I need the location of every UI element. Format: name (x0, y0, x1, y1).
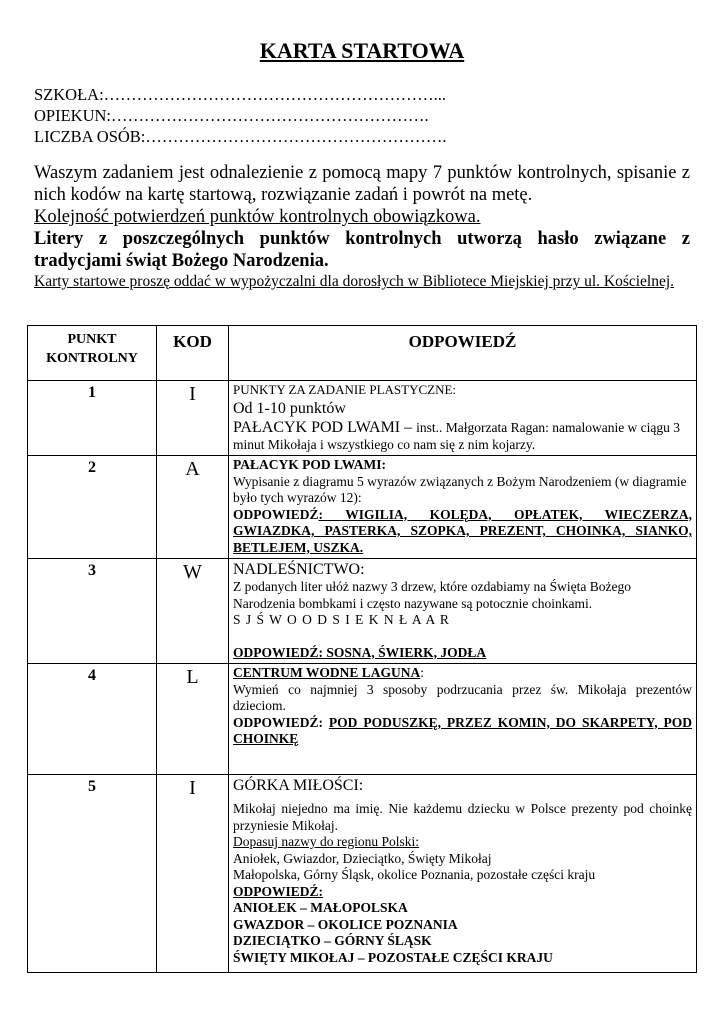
return-notice: Karty startowe proszę oddać w wypożyczalni dla dorosłych w Bibliotece Miejskiej przy ul. Kościelnej. (34, 273, 675, 290)
checkpoint-code: W (157, 559, 229, 664)
task-location: NADLEŚNICTWO: (233, 561, 365, 578)
checkpoint-code: A (157, 456, 229, 559)
checkpoint-answer (229, 775, 697, 973)
checkpoint-code: I (157, 775, 229, 973)
form-fields (34, 84, 447, 147)
field-people-count: LICZBA OSÓB:………………………………………………. (34, 127, 447, 146)
order-notice: Kolejność potwierdzeń punktów kontrolnych obowiązkowa. (34, 207, 481, 227)
checkpoint-answer (229, 559, 697, 664)
table-row (28, 664, 697, 775)
task-heading: PUNKTY ZA ZADANIE PLASTYCZNE: (233, 382, 457, 397)
names-list: Aniołek, Gwiazdor, Dzieciątko, Święty Mikołaj (233, 850, 492, 866)
checkpoint-code: L (157, 664, 229, 775)
answer-text: POD PODUSZKĘ, PRZEZ KOMIN, DO SKARPETY, POD CHOINKĘ (233, 714, 692, 746)
task-location: PAŁACYK POD LWAMI: (233, 457, 387, 472)
table-row (28, 559, 697, 664)
field-guardian: OPIEKUN:…………………………………………………. (34, 106, 429, 125)
header-code: KOD (157, 326, 229, 381)
task-location: GÓRKA MIŁOŚCI: (233, 777, 364, 794)
answer-label: ODPOWIEDŹ (233, 506, 319, 522)
answer-line: DZIECIĄTKO – GÓRNY ŚLĄSK (233, 933, 432, 948)
checkpoint-number: 2 (28, 456, 157, 559)
checkpoint-number: 4 (28, 664, 157, 775)
task-description: inst.. Małgorzata Ragan: namalowanie w ciągu 3 minut Mikołaja i wszystkiego co nam się z nim kojarzy. (233, 419, 681, 452)
answer-text: ODPOWIEDŹ: SOSNA, ŚWIERK, JODŁA (233, 644, 487, 660)
task-points: Od 1-10 punktów (233, 399, 346, 417)
answer-text: : WIGILIA, KOLĘDA, OPŁATEK, WIECZERZA, GWIAZDKA, PASTERKA, SZOPKA, PREZENT, CHOINKA, SIANKO, BETLEJEM, USZKA. (233, 506, 692, 555)
answer-line: GWAZDOR – OKOLICE POZNANIA (233, 916, 458, 932)
answer-line: ŚWIĘTY MIKOŁAJ – POZOSTAŁE CZĘŚCI KRAJU (233, 949, 553, 965)
header-answer: ODPOWIEDŹ (229, 326, 697, 381)
checkpoint-number: 5 (28, 775, 157, 973)
answer-line: ANIOŁEK – MAŁOPOLSKA (233, 900, 408, 915)
checkpoint-answer (229, 456, 697, 559)
answer-label: ODPOWIEDŹ: (233, 714, 324, 730)
table-row (28, 775, 697, 973)
header-checkpoint: PUNKT KONTROLNY (28, 326, 157, 381)
table-row (28, 381, 697, 456)
table-header-row (28, 326, 697, 381)
task-description: Wypisanie z diagramu 5 wyrazów związanych z Bożym Narodzeniem (w diagramie było tych wyrazów 12): (233, 473, 687, 505)
checkpoint-answer (229, 381, 697, 456)
task-location: CENTRUM WODNE LAGUNA (233, 665, 421, 680)
task-location-colon: : (420, 665, 425, 680)
task-instruction: Dopasuj nazwy do regionu Polski: (233, 834, 419, 849)
checkpoint-number: 1 (28, 381, 157, 456)
task-description: Z podanych liter ułóż nazwy 3 drzew, które ozdabiamy na Święta Bożego Narodzenia bombkami i często nazywane są potocznie choinkami. (233, 579, 631, 611)
table-row (28, 456, 697, 559)
task-description: Mikołaj niejedno ma imię. Nie każdemu dziecku w Polsce prezenty pod choinkę przyniesie Mikołaj. (233, 801, 692, 833)
checkpoint-code: I (157, 381, 229, 456)
task-location: PAŁACYK POD LWAMI – (233, 418, 417, 436)
letter-puzzle: S J Ś W O O D S I E K N Ł A A R (233, 612, 450, 627)
password-notice: Litery z poszczególnych punktów kontrolnych utworzą hasło związane z tradycjami świąt Bożego Narodzenia. (34, 229, 690, 271)
checkpoint-number: 3 (28, 559, 157, 664)
checkpoint-answer (229, 664, 697, 775)
checkpoints-table (27, 325, 697, 973)
instructions (34, 162, 690, 291)
page-title: KARTA STARTOWA (259, 38, 465, 63)
task-description: Wymień co najmniej 3 sposoby podrzucania przez św. Mikołaja prezentów dzieciom. (233, 681, 692, 713)
answer-label: ODPOWIEDŹ: (233, 883, 324, 899)
regions-list: Małopolska, Górny Śląsk, okolice Poznania, pozostałe części kraju (233, 867, 596, 882)
instructions-paragraph: Waszym zadaniem jest odnalezienie z pomocą mapy 7 punktów kontrolnych, spisanie z nich kodów na kartę startową, rozwiązanie zadań i powrót na metę. (34, 163, 690, 205)
field-school: SZKOŁA:……………………………………………………... (34, 85, 447, 104)
